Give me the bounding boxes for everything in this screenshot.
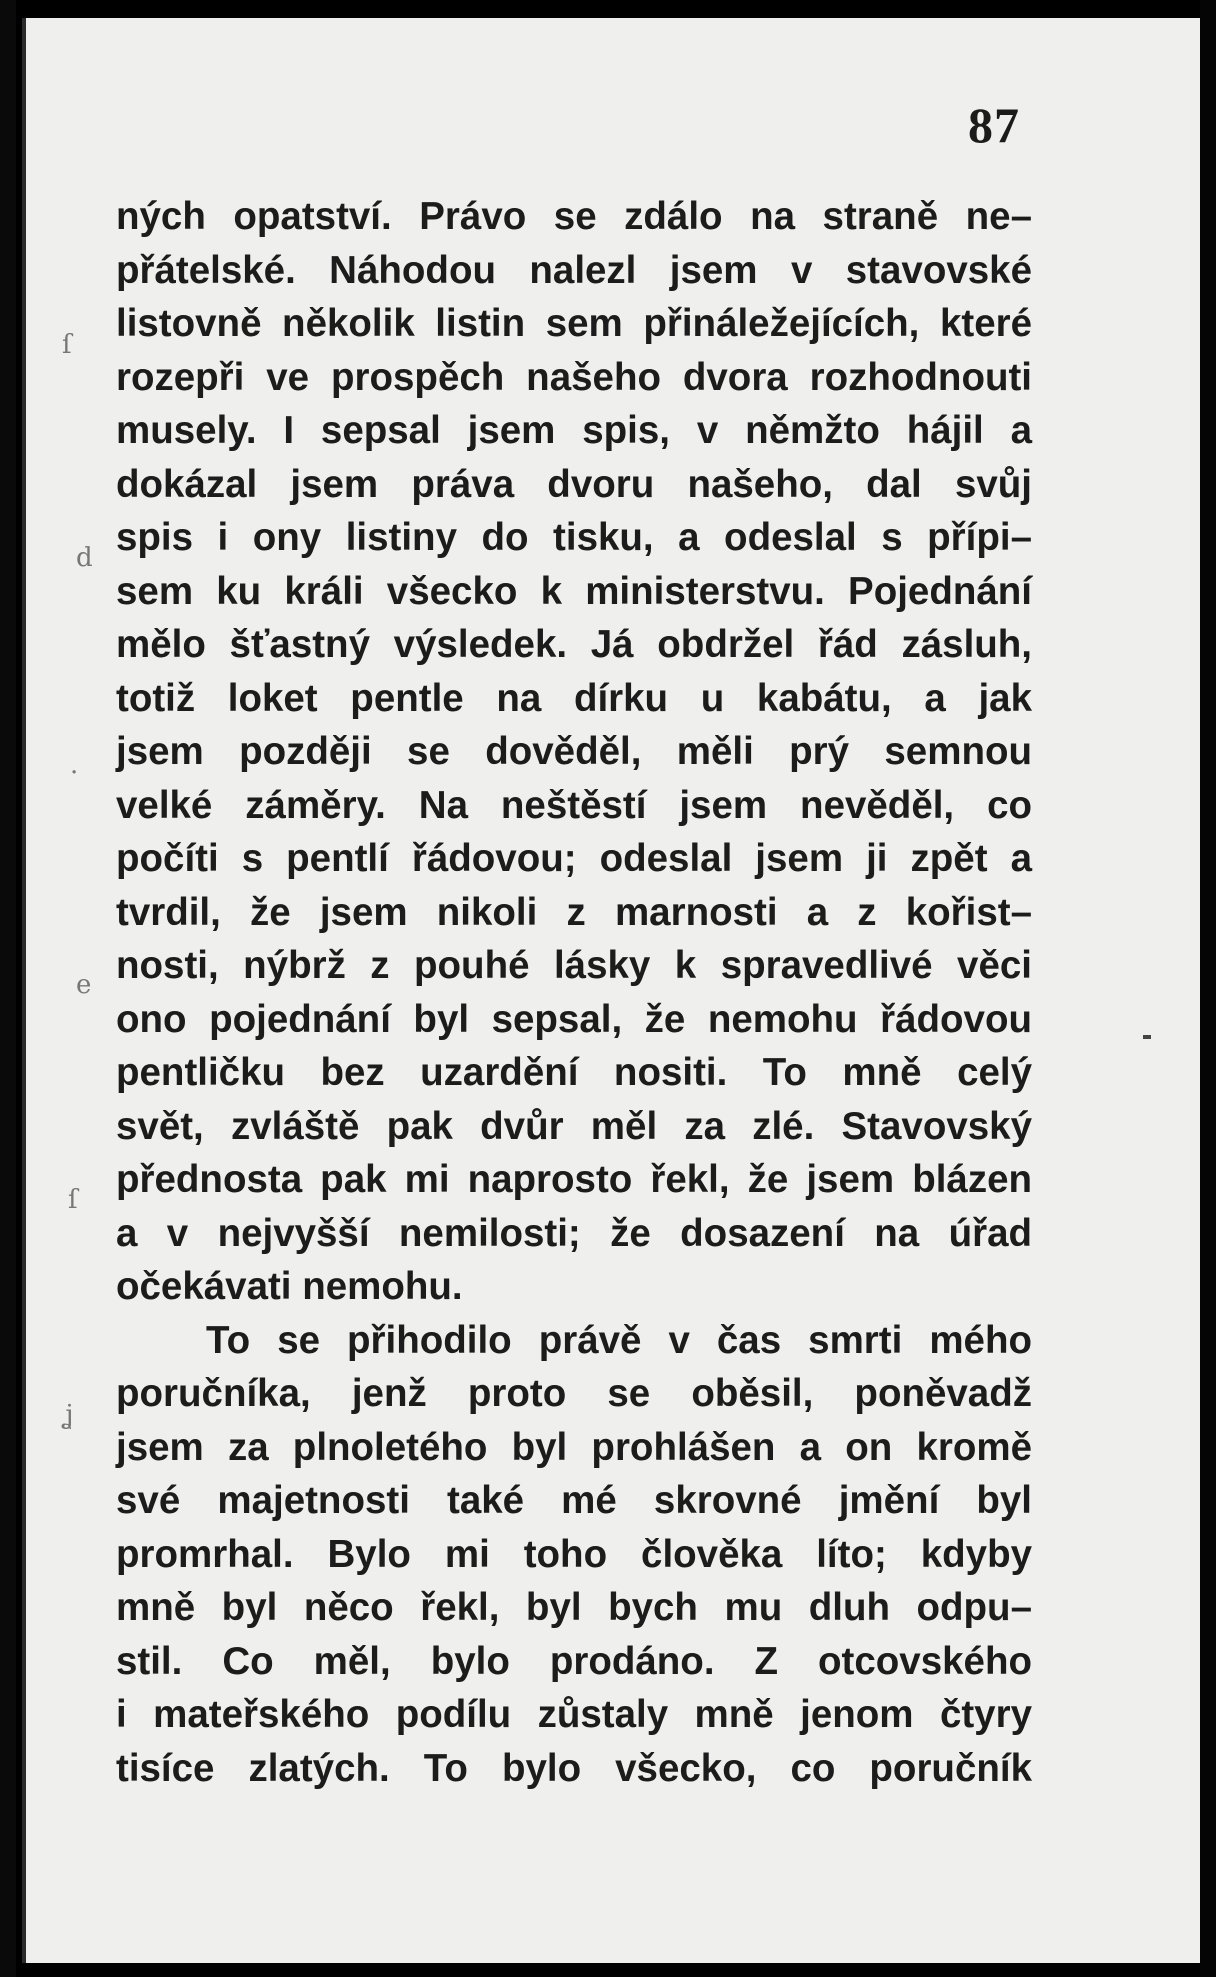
text-line: přátelské. Náhodou nalezl jsem v stavovské <box>116 248 1032 292</box>
text-line: a v nejvyšší nemilosti; že dosazení na úřad <box>116 1211 1032 1255</box>
text-line: sem ku králi všecko k ministerstvu. Pojednání <box>116 569 1032 613</box>
text-line: mně byl něco řekl, byl bych mu dluh odpu– <box>116 1586 1032 1629</box>
scan-speck <box>1143 1035 1151 1039</box>
text-line: ono pojednání byl sepsal, že nemohu řádovou <box>116 997 1032 1041</box>
text-line: i mateřského podílu zůstaly mně jenom čtyry <box>116 1693 1032 1736</box>
text-line: svět, zvláště pak dvůr měl za zlé. Stavovský <box>116 1104 1032 1148</box>
text-line: přednosta pak mi naprosto řekl, že jsem blázen <box>116 1158 1032 1201</box>
text-line: jsem později se dověděl, měli prý semnou <box>116 730 1032 773</box>
text-line: totiž loket pentle na dírku u kabátu, a jak <box>116 676 1032 720</box>
margin-mark: · <box>70 758 79 788</box>
text-line: počíti s pentlí řádovou; odeslal jsem ji zpět a <box>116 837 1032 880</box>
text-line: tisíce zlatých. To bylo všecko, co poručník <box>116 1746 1032 1790</box>
margin-mark: ʝ <box>64 1400 74 1430</box>
paragraph <box>116 190 1032 1314</box>
text-line: dokázal jsem práva dvoru našeho, dal svůj <box>116 462 1032 506</box>
text-line: ných opatství. Právo se zdálo na straně ne– <box>116 195 1032 238</box>
text-line: pentličku bez uzardění nositi. To mně celý <box>116 1051 1032 1094</box>
paragraph <box>116 1314 1032 1796</box>
margin-mark: e <box>76 970 92 1000</box>
text-line: spis i ony listiny do tisku, a odeslal s přípi– <box>116 516 1032 559</box>
margin-mark: ſ <box>62 330 72 360</box>
text-line: listovně několik listin sem přináležejících, které <box>116 302 1032 345</box>
text-line: stil. Co měl, bylo prodáno. Z otcovského <box>116 1639 1032 1683</box>
scan-right-border <box>1200 0 1216 1977</box>
text-line: poručníka, jenž proto se oběsil, poněvadž <box>116 1372 1032 1415</box>
margin-mark: d <box>76 543 93 573</box>
text-line: očekávati nemohu. <box>116 1265 463 1308</box>
text-line: nosti, nýbrž z pouhé lásky k spravedlivé věci <box>116 944 1032 987</box>
text-line: musely. I sepsal jsem spis, v němžto hájil a <box>116 409 1032 452</box>
text-line: tvrdil, že jsem nikoli z marnosti a z kořist– <box>116 890 1032 934</box>
scan-left-border <box>0 0 16 1977</box>
text-line: velké záměry. Na neštěstí jsem nevěděl, co <box>116 783 1032 827</box>
page-number: 87 <box>968 97 1020 153</box>
text-line: rozepři ve prospěch našeho dvora rozhodnouti <box>116 355 1032 399</box>
body-text <box>116 190 1032 1795</box>
text-line: mělo šťastný výsledek. Já obdržel řád zásluh, <box>116 623 1032 666</box>
text-line: své majetnosti také mé skrovné jmění byl <box>116 1479 1032 1522</box>
text-line: jsem za plnoletého byl prohlášen a on kromě <box>116 1425 1032 1469</box>
text-line: promrhal. Bylo mi toho člověka líto; kdyby <box>116 1532 1032 1576</box>
text-line: To se přihodilo právě v čas smrti mého <box>206 1318 1032 1362</box>
margin-mark: ſ <box>68 1185 78 1215</box>
